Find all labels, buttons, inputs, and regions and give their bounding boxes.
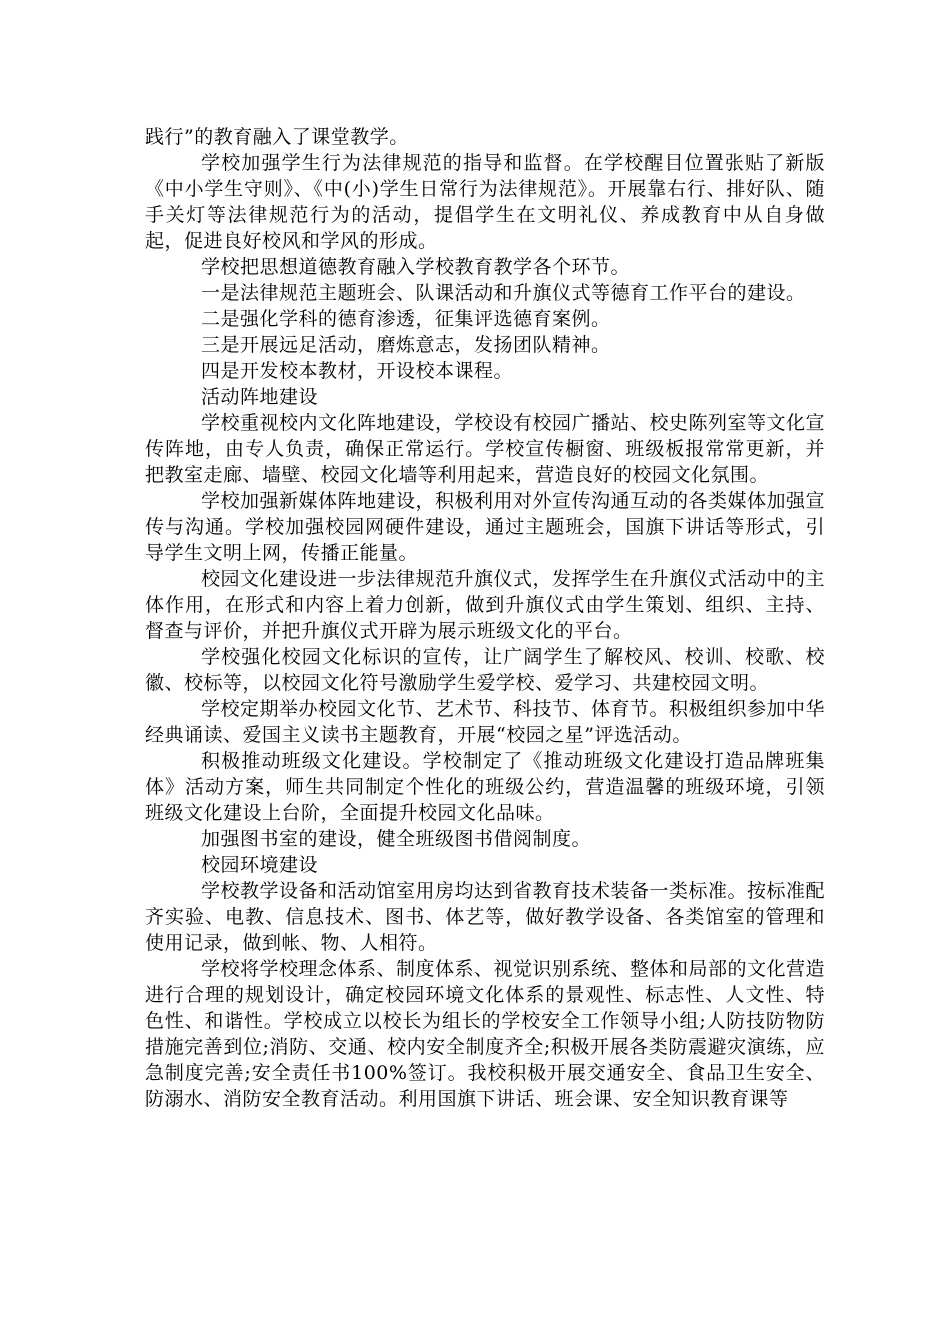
- document-body: [145, 124, 825, 1112]
- paragraph: 学校把思想道德教育融入学校教育教学各个环节。: [201, 256, 631, 278]
- paragraph: 一是法律规范主题班会、队课活动和升旗仪式等德育工作平台的建设。: [201, 282, 806, 304]
- paragraph: 加强图书室的建设，健全班级图书借阅制度。: [201, 828, 592, 850]
- paragraph: 学校加强学生行为法律规范的指导和监督。在学校醒目位置张贴了新版《中小学生守则》、《中(小)学生日常行为法律规范》。开展靠右行、排好队、随手关灯等法律规范行为的活动，提倡学生在文明礼仪、养成教育中从自身做起，促进良好校风和学风的形成。: [145, 152, 825, 252]
- paragraph: 学校将学校理念体系、制度体系、视觉识别系统、整体和局部的文化营造进行合理的规划设计，确定校园环境文化体系的景观性、标志性、人文性、特色性、和谐性。学校成立以校长为组长的学校安全工作领导小组;人防技防物防措施完善到位;消防、交通、校内安全制度齐全;积极开展各类防震避灾演练，应急制度完善;安全责任书100%签订。我校积极开展交通安全、食品卫生安全、防溺水、消防安全教育活动。利用国旗下讲话、班会课、安全知识教育课等: [145, 958, 826, 1110]
- paragraph: 校园环境建设: [201, 854, 319, 876]
- paragraph: 校园文化建设进一步法律规范升旗仪式，发挥学生在升旗仪式活动中的主体作用，在形式和内容上着力创新，做到升旗仪式由学生策划、组织、主持、督查与评价，并把升旗仪式开辟为展示班级文化的平台。: [145, 568, 826, 642]
- paragraph: 学校重视校内文化阵地建设，学校设有校园广播站、校史陈列室等文化宣传阵地，由专人负责，确保正常运行。学校宣传橱窗、班级板报常常更新，并把教室走廊、墙壁、校园文化墙等利用起来，营造良好的校园文化氛围。: [145, 412, 826, 486]
- paragraph: 积极推动班级文化建设。学校制定了《推动班级文化建设打造品牌班集体》活动方案，师生共同制定个性化的班级公约，营造温馨的班级环境，引领班级文化建设上台阶，全面提升校园文化品味。: [145, 750, 825, 824]
- paragraph: 学校教学设备和活动馆室用房均达到省教育技术装备一类标准。按标准配齐实验、电教、信息技术、图书、体艺等，做好教学设备、各类馆室的管理和使用记录，做到帐、物、人相符。: [145, 880, 826, 954]
- paragraph: 学校定期举办校园文化节、艺术节、科技节、体育节。积极组织参加中华经典诵读、爱国主义读书主题教育，开展“校园之星”评选活动。: [145, 698, 826, 746]
- paragraph: 三是开展远足活动，磨炼意志，发扬团队精神。: [201, 334, 611, 356]
- paragraph: 活动阵地建设: [201, 386, 319, 408]
- paragraph: 学校加强新媒体阵地建设，积极利用对外宣传沟通互动的各类媒体加强宣传与沟通。学校加强校园网硬件建设，通过主题班会，国旗下讲话等形式，引导学生文明上网，传播正能量。: [145, 490, 826, 564]
- paragraph: 学校强化校园文化标识的宣传，让广阔学生了解校风、校训、校歌、校徽、校标等，以校园文化符号激励学生爱学校、爱学习、共建校园文明。: [145, 646, 825, 694]
- paragraph: 四是开发校本教材，开设校本课程。: [201, 360, 514, 382]
- paragraph: 践行”的教育融入了课堂教学。: [145, 126, 409, 148]
- paragraph: 二是强化学科的德育渗透，征集评选德育案例。: [201, 308, 611, 330]
